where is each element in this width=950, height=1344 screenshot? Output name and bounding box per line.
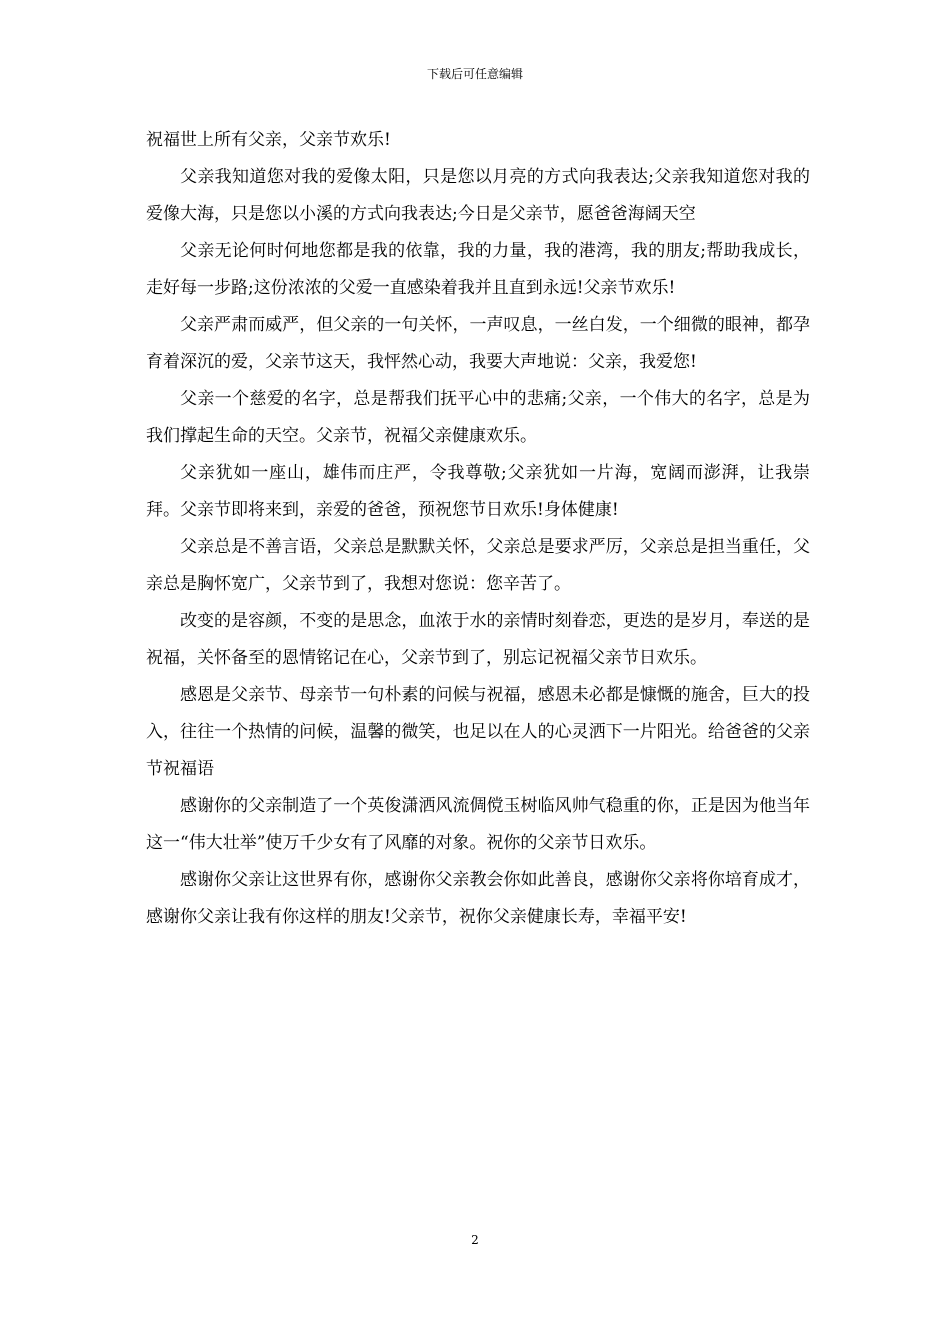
paragraph: 父亲无论何时何地您都是我的依靠，我的力量，我的港湾，我的朋友;帮助我成长，走好每一步路;这份浓浓的父爱一直感染着我并且直到永远!父亲节欢乐! (146, 241, 810, 298)
paragraph: 父亲总是不善言语，父亲总是默默关怀，父亲总是要求严厉，父亲总是担当重任，父亲总是胸怀宽广，父亲节到了，我想对您说：您辛苦了。 (146, 537, 810, 594)
document-body (146, 122, 810, 936)
paragraph: 感谢你的父亲制造了一个英俊潇洒风流倜傥玉树临风帅气稳重的你，正是因为他当年这一“伟大壮举”使万千少女有了风靡的对象。祝你的父亲节日欢乐。 (146, 796, 810, 853)
paragraph: 父亲一个慈爱的名字，总是帮我们抚平心中的悲痛;父亲，一个伟大的名字，总是为我们撑起生命的天空。父亲节，祝福父亲健康欢乐。 (146, 389, 810, 446)
paragraph: 感恩是父亲节、母亲节一句朴素的问候与祝福，感恩未必都是慷慨的施舍，巨大的投入，往往一个热情的问候，温馨的微笑，也足以在人的心灵洒下一片阳光。给爸爸的父亲节祝福语 (146, 685, 810, 779)
paragraph: 改变的是容颜，不变的是思念，血浓于水的亲情时刻眷恋，更迭的是岁月，奉送的是祝福，关怀备至的恩情铭记在心，父亲节到了，别忘记祝福父亲节日欢乐。 (146, 611, 810, 668)
page-number: 2 (471, 1233, 479, 1247)
paragraph: 父亲严肃而威严，但父亲的一句关怀，一声叹息，一丝白发，一个细微的眼神，都孕育着深沉的爱，父亲节这天，我怦然心动，我要大声地说：父亲，我爱您! (146, 315, 810, 372)
page-header: 下载后可任意编辑 (426, 67, 523, 81)
paragraph: 祝福世上所有父亲，父亲节欢乐! (146, 130, 391, 150)
paragraph: 感谢你父亲让这世界有你，感谢你父亲教会你如此善良，感谢你父亲将你培育成才，感谢你父亲让我有你这样的朋友!父亲节，祝你父亲健康长寿，幸福平安! (146, 870, 810, 927)
paragraph: 父亲犹如一座山，雄伟而庄严，令我尊敬;父亲犹如一片海，宽阔而澎湃，让我崇拜。父亲节即将来到，亲爱的爸爸，预祝您节日欢乐!身体健康! (146, 463, 810, 520)
paragraph: 父亲我知道您对我的爱像太阳，只是您以月亮的方式向我表达;父亲我知道您对我的爱像大海，只是您以小溪的方式向我表达;今日是父亲节，愿爸爸海阔天空 (146, 167, 810, 224)
